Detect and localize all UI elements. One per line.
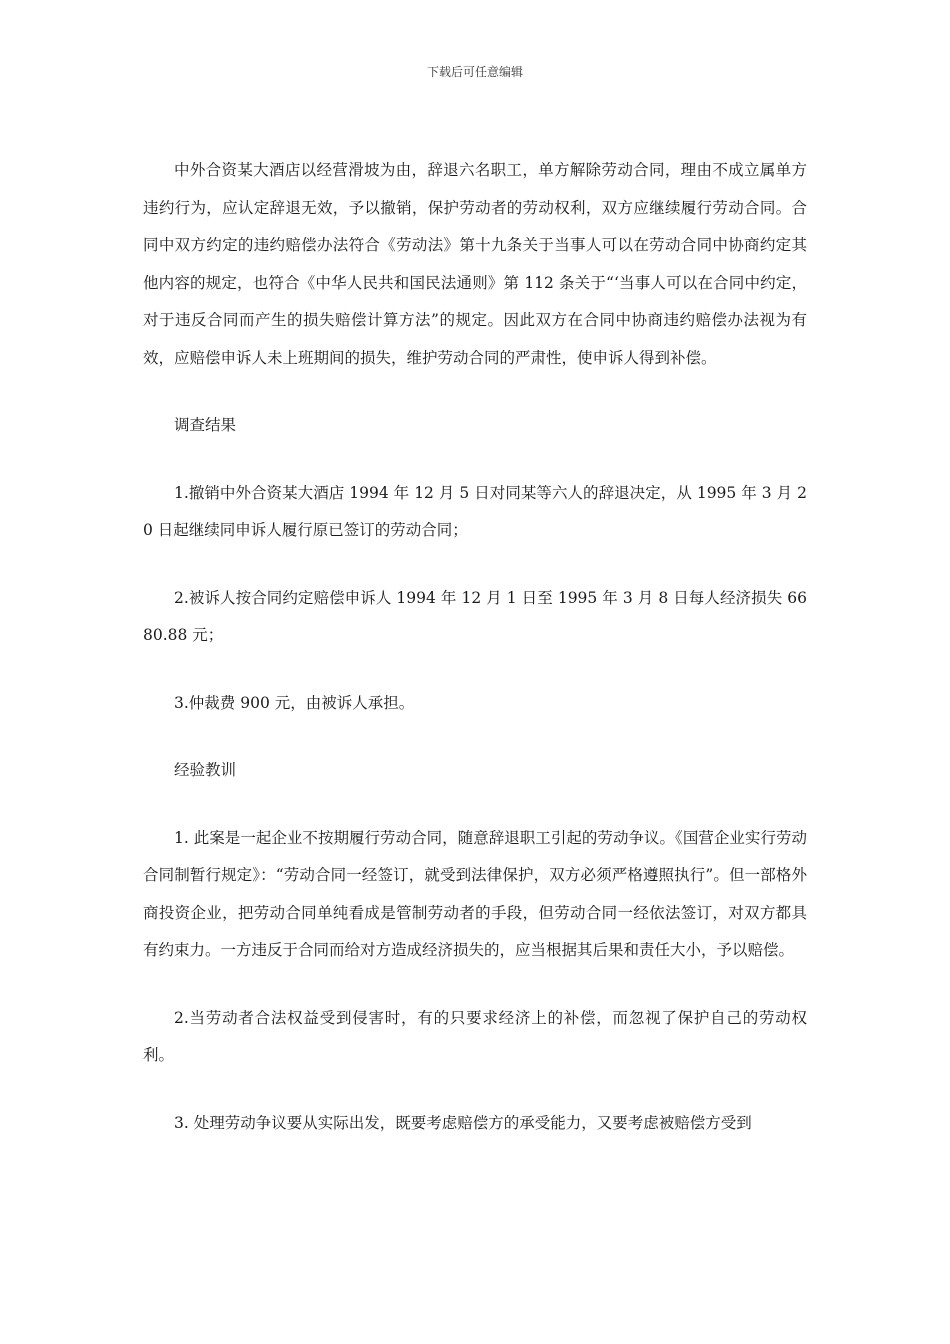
lesson-item-3: 3. 处理劳动争议要从实际出发，既要考虑赔偿方的承受能力，又要考虑被赔偿方受到 bbox=[174, 1113, 752, 1132]
result-item-3: 3.仲裁费 900 元，由被诉人承担。 bbox=[174, 693, 415, 712]
lesson-item-1: 1. 此案是一起企业不按期履行劳动合同，随意辞退职工引起的劳动争议。《国营企业实行劳动合同制暂行规定》：“劳动合同一经签订，就受到法律保护，双方必须严格遵照执行”。但一部格外商投资企业，把劳动合同单纯看成是管制劳动者的手段，但劳动合同一经依法签订，对双方都具有约束力。一方违反于合同而给对方造成经济损失的，应当根据其后果和责任大小，予以赔偿。 bbox=[143, 828, 807, 959]
lesson-item-2: 2.当劳动者合法权益受到侵害时，有的只要求经济上的补偿，而忽视了保护自己的劳动权利。 bbox=[143, 1008, 807, 1064]
document-body bbox=[143, 152, 807, 1142]
section-heading-lessons: 经验教训 bbox=[174, 761, 237, 779]
section-heading-results: 调查结果 bbox=[174, 416, 237, 434]
paragraph-case-analysis: 中外合资某大酒店以经营滑坡为由，辞退六名职工，单方解除劳动合同，理由不成立属单方违约行为，应认定辞退无效，予以撤销，保护劳动者的劳动权利，双方应继续履行劳动合同。合同中双方约定的违约赔偿办法符合《劳动法》第十九条关于当事人可以在劳动合同中协商约定其他内容的规定，也符合《中华人民共和国民法通则》第 112 条关于“‘当事人可以在合同中约定，对于违反合同而产生的损失赔偿计算方法”的规定。因此双方在合同中协商违约赔偿办法视为有效，应赔偿申诉人未上班期间的损失，维护劳动合同的严肃性，使申诉人得到补偿。 bbox=[143, 161, 807, 367]
result-item-2: 2.被诉人按合同约定赔偿申诉人 1994 年 12 月 1 日至 1995 年 3 月 8 日每人经济损失 6680.88 元； bbox=[143, 588, 807, 644]
page-header: 下载后可任意编辑 bbox=[426, 65, 523, 79]
result-item-1: 1.撤销中外合资某大酒店 1994 年 12 月 5 日对同某等六人的辞退决定，从 1995 年 3 月 20 日起继续同申诉人履行原已签订的劳动合同； bbox=[143, 483, 807, 539]
